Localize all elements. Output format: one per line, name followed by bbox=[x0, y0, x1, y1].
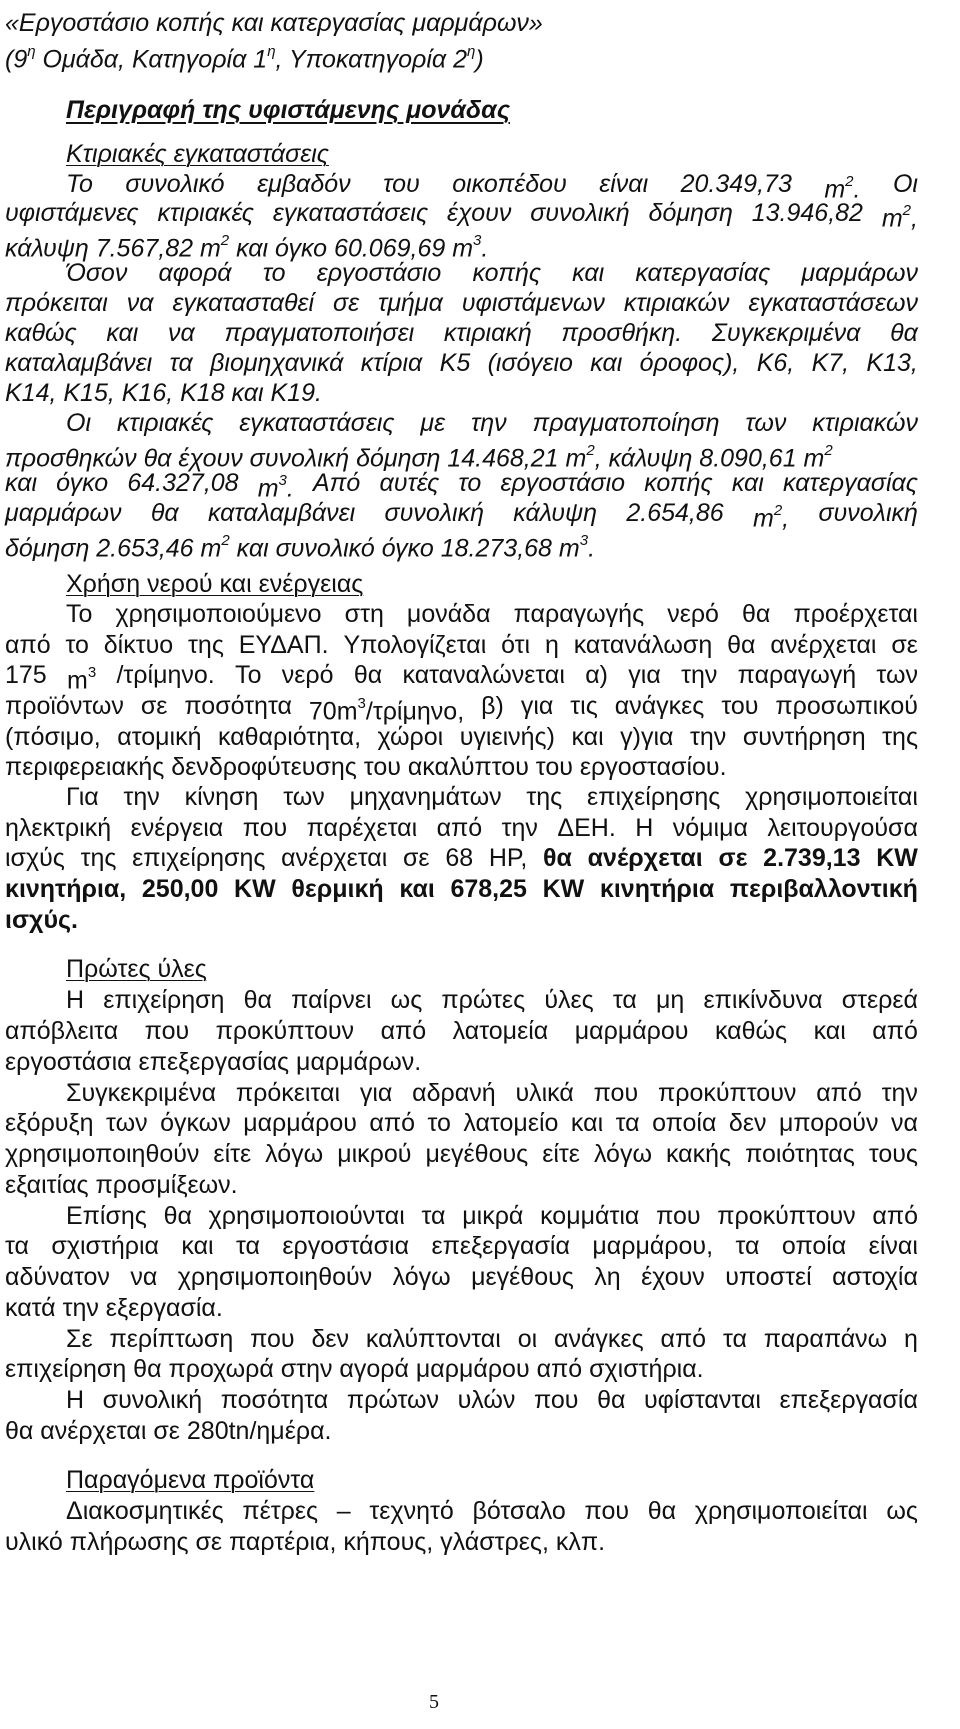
water-energy-heading: Χρήση νερού και ενέργειας bbox=[66, 570, 364, 598]
buildings-heading: Κτιριακές εγκαταστάσεις bbox=[66, 140, 329, 168]
category-line: ($9^\eta$ Ομάδα, Κατηγορία $1^\eta$, Υποκατηγορία $2^\eta$) bbox=[5, 43, 484, 74]
section-heading: Περιγραφή της υφιστάμενης μονάδας bbox=[66, 96, 510, 124]
products-heading: Παραγόμενα προϊόντα bbox=[66, 1466, 315, 1494]
document-page: «Εργοστάσιο κοπής και κατεργασίας μαρμάρων» ($9^\eta$ Ομάδα, Κατηγορία $1^\eta$, Υποκατηγορία $2^\eta$) Περιγραφή της υφιστάμενης μονάδας Κτιριακές εγκαταστάσεις Το συνολικό εμβαδόν του οικοπέδου είναι 20.349,73 $m^2$. Οι υφιστάμενες κτιριακές εγκαταστάσεις έχουν συνολική δόμηση 13.946,82 $m^2$, κάλυψη 7.567,82 $m^2$ και όγκο 60.069,69 $m^3$. Όσον αφορά το εργοστάσιο κοπής και κατεργασίας μαρμάρων πρόκειται να εγκατασταθεί σε τμήμα υφιστάμενων κτιριακών εγκαταστάσεων καθώς και να πραγματοποιήσει κτιριακή προσθήκη. Συγκεκριμένα θα καταλαμβάνει τα βιομηχανικά κτίρια Κ5 (ισόγειο και όροφος), Κ6, Κ7, Κ13, Κ14, Κ15, Κ16, Κ18 και Κ19. Οι κτιριακές εγκαταστάσεις με την πραγματοποίηση των κτιριακών προσθηκών θα έχουν συνολική δόμηση 14.468,21 $m^2$, κάλυψη 8.090,61 $m^2$ και όγκο 64.327,08 $m^3$. Από αυτές το εργοστάσιο κοπής και κατεργασίας μαρμάρων θα καταλαμβάνει συνολική κάλυψη 2.654,86 $m^2$, συνολική δόμηση 2.653,46 $m^2$ και συνολικό όγκο 18.273,68 $m^3$. Χρήση νερού και ενέργειας Το χρησιμοποιούμενο στη μονάδα παραγωγής νερό θα προέρχεται από το δίκτυο της ΕΥΔΑΠ. Υπολογίζεται ότι η κατανάλωση θα ανέρχεται σε 175 $m^3$ /τρίμηνο. Το νερό θα καταναλώνεται α) για την παραγωγή των προϊόντων σε ποσότητα $70m^3$/τρίμηνο, β) για τις ανάγκες του προσωπικού (πόσιμο, ατομική καθαριότητα, χώροι υγιεινής) και γ)για την συντήρηση της περιφερειακής δενδροφύτευσης του ακαλύπτου του εργοστασίου. Για την κίνηση των μηχανημάτων της επιχείρησης χρησιμοποιείται ηλεκτρική ενέργεια που παρέχεται από την ΔΕΗ. Η νόμιμα λειτουργούσα ισχύς της επιχείρησης ανέρχεται σε 68 HP, θα ανέρχεται σε 2.739,13 KW κινητήρια, 250,00 KW θερμική και 678,25 KW κινητήρια περιβαλλοντική ισχύς. Πρώτες ύλες Η επιχείρηση θα παίρνει ως πρώτες ύλες τα μη επικίνδυνα στερεά απόβλειτα που προκύπτουν από λατομεία μαρμάρου καθώς και από εργοστάσια επεξεργασίας μαρμάρων. Συγκεκριμένα πρόκειται για αδρανή υλικά που προκύπτουν από την εξόρυξη των όγκων μαρμάρου από το λατομείο και τα οποία δεν μπορούν να χρησιμοποιηθούν είτε λόγω μικρού μεγέθους είτε λόγω κακής ποιότητας τους εξαιτίας προσμίξεων. Επίσης θα χρησιμοποιούνται τα μικρά κομμάτια που προκύπτουν από τα σχιστήρια και τα εργοστάσια επεξεργασία μαρμάρου, τα οποία είναι αδύνατον να χρησιμοποιηθούν λόγω μεγέθους λη έχουν υποστεί αστοχία κατά την εξεργασία. Σε περίπτωση που δεν καλύπτονται οι ανάγκες από τα παραπάνω η επιχείρηση θα προχωρά στην αγορά μαρμάρου από σχιστήρια. Η συνολική ποσότητα πρώτων υλών που θα υφίστανται επεξεργασία θα ανέρχεται σε 280tn/ημέρα. Παραγόμενα προϊόντα Διακοσμητικές πέτρες – τεχνητό βότσαλο που θα χρησιμοποιείται ως υλικό πλήρωσης σε παρτέρια, κήπους, γλάστρες, κλπ. 5 bbox=[5, 9, 918, 1713]
document-title: «Εργοστάσιο κοπής και κατεργασίας μαρμάρων» bbox=[5, 9, 543, 37]
raw-materials-heading: Πρώτες ύλες bbox=[66, 955, 207, 983]
page-number: 5 bbox=[429, 1691, 439, 1713]
